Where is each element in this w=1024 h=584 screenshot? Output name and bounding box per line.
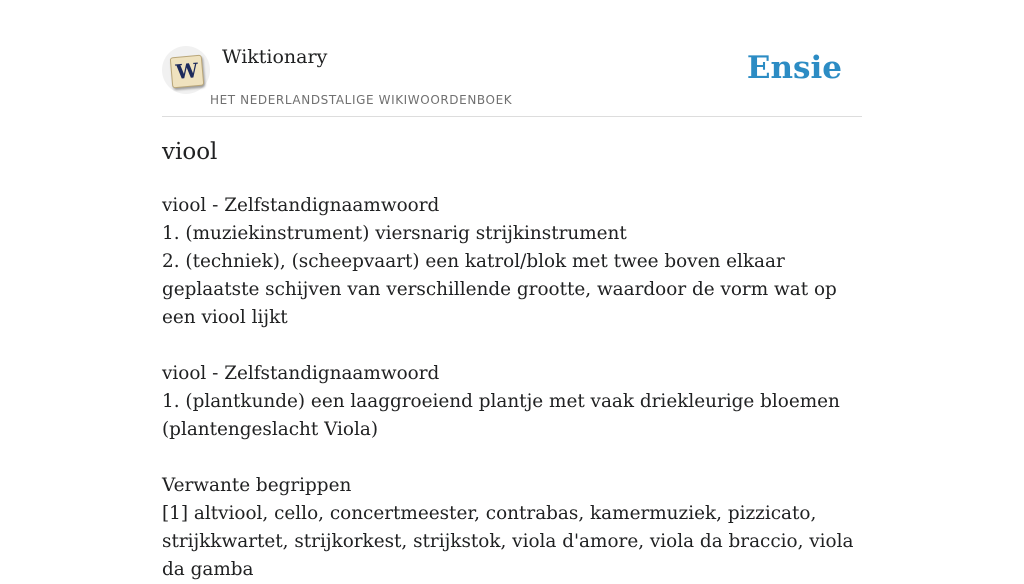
definition-line: 2. (techniek), (scheepvaart) een katrol/blok met twee boven elkaar geplaatste schijven van verschillende grootte, waardoor de vorm wat op een viool lijkt	[162, 251, 837, 328]
definition-line: 1. (muziekinstrument) viersnarig strijkinstrument	[162, 223, 627, 244]
site-title[interactable]: Wiktionary	[222, 46, 328, 68]
definition-line: 1. (plantkunde) een laaggroeiend plantje met vaak driekleurige bloemen (plantengeslacht Viola)	[162, 391, 840, 440]
section-heading: viool - Zelfstandignaamwoord	[162, 195, 440, 216]
site-subtitle: HET NEDERLANDSTALIGE WIKIWOORDENBOEK	[210, 93, 513, 107]
logo-tile	[170, 55, 205, 89]
section-heading: viool - Zelfstandignaamwoord	[162, 363, 440, 384]
definition-section	[162, 360, 862, 444]
related-terms-line[interactable]: [1] altviool, cello, concertmeester, contrabas, kamermuziek, pizzicato, strijkkwartet, strijkorkest, strijkstok, viola d'amore, viola da braccio, viola da gamba	[162, 503, 854, 580]
wiktionary-logo-icon[interactable]	[162, 46, 210, 94]
entry-title: viool	[162, 139, 218, 165]
logo-letter: W	[174, 58, 200, 84]
page-container	[162, 0, 862, 580]
entry-content	[162, 192, 862, 584]
ensie-brand-link[interactable]: Ensie	[746, 50, 842, 86]
site-header	[162, 0, 862, 117]
section-heading: Verwante begrippen	[162, 475, 352, 496]
related-terms-section	[162, 472, 862, 584]
definition-section	[162, 192, 862, 332]
